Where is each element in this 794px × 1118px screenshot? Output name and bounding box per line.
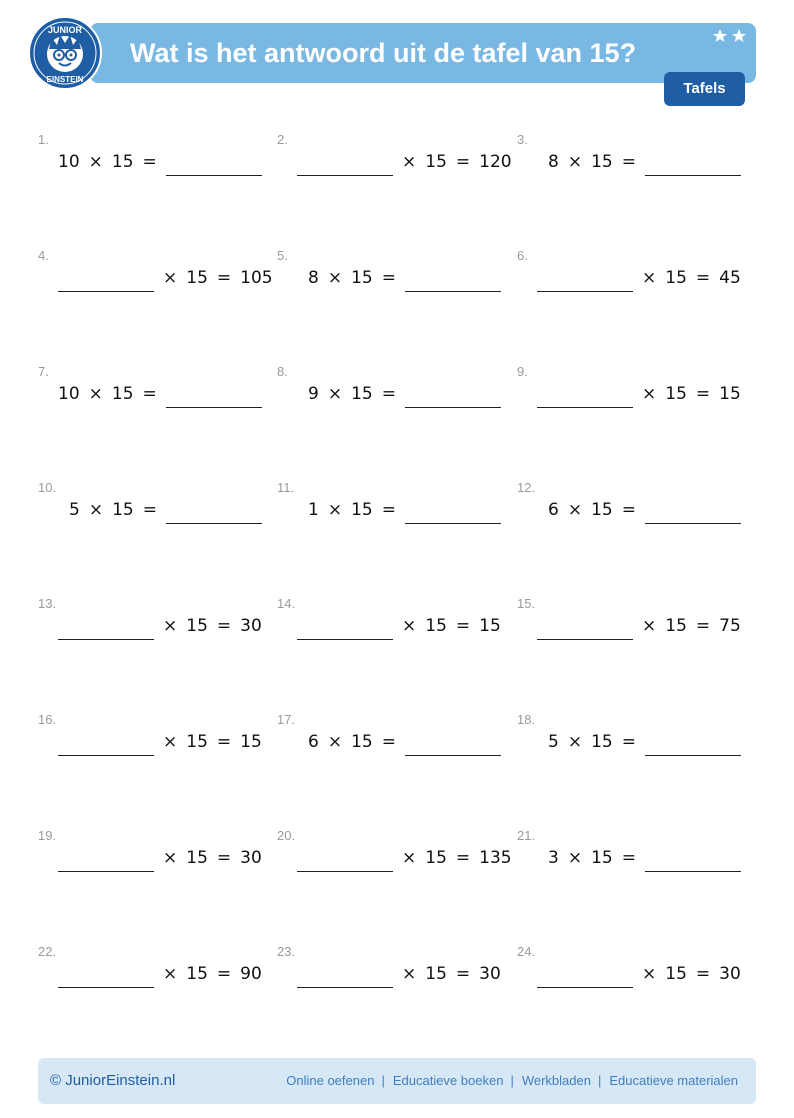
exercise-item: [277, 712, 507, 782]
equals-sign: =: [142, 500, 157, 520]
exercise-item: [38, 944, 268, 1014]
equals-sign: =: [381, 268, 396, 288]
exercise-number: 9.: [517, 364, 528, 379]
equals-sign: =: [455, 848, 471, 868]
equals-sign: =: [455, 616, 471, 636]
number: 15: [591, 848, 613, 868]
equals-sign: =: [142, 384, 157, 404]
exercise-item: [517, 712, 747, 782]
exercise-item: [38, 480, 268, 550]
multiply-sign: ×: [88, 152, 103, 172]
exercise-item: [277, 248, 507, 318]
multiply-sign: ×: [567, 500, 583, 520]
equals-sign: =: [621, 500, 636, 520]
page-title: Wat is het antwoord uit de tafel van 15?: [130, 38, 637, 68]
exercise-equation: [308, 262, 501, 292]
footer-separator: |: [510, 1073, 514, 1088]
answer-blank[interactable]: [405, 755, 501, 756]
exercise-equation: [308, 726, 501, 756]
answer-blank[interactable]: [297, 987, 393, 988]
footer-link-werkbladen[interactable]: Werkbladen: [521, 1073, 591, 1088]
multiply-sign: ×: [567, 848, 583, 868]
multiply-sign: ×: [163, 848, 178, 868]
exercise-item: [517, 828, 747, 898]
multiply-sign: ×: [163, 732, 178, 752]
equals-sign: =: [381, 384, 396, 404]
number: 15: [351, 384, 373, 404]
multiply-sign: ×: [402, 616, 417, 636]
number: 10: [58, 384, 80, 404]
exercise-equation: [58, 958, 262, 988]
number: 9: [308, 384, 319, 404]
footer: [38, 1058, 756, 1104]
exercise-number: 8.: [277, 364, 288, 379]
number: 15: [111, 152, 134, 172]
exercise-number: 15.: [517, 596, 536, 611]
equals-sign: =: [621, 732, 636, 752]
exercise-number: 24.: [517, 944, 536, 959]
number: 15: [186, 732, 208, 752]
answer-blank[interactable]: [645, 871, 741, 872]
equals-sign: =: [621, 152, 636, 172]
exercise-number: 1.: [38, 132, 49, 147]
number: 15: [591, 500, 613, 520]
exercise-equation: [58, 726, 262, 756]
answer-blank[interactable]: [645, 523, 741, 524]
exercise-number: 5.: [277, 248, 288, 263]
exercise-equation: [297, 146, 512, 176]
footer-brand[interactable]: © JuniorEinstein.nl: [50, 1072, 176, 1089]
number: 8: [308, 268, 319, 288]
number: 5: [69, 500, 80, 520]
exercise-item: [517, 248, 747, 318]
exercise-item: [277, 132, 512, 202]
multiply-sign: ×: [327, 384, 343, 404]
multiply-sign: ×: [327, 732, 343, 752]
number: 8: [548, 152, 559, 172]
number: 15: [111, 384, 134, 404]
number: 105: [240, 268, 273, 288]
footer-links: [286, 1058, 738, 1104]
multiply-sign: ×: [402, 152, 417, 172]
exercise-item: [517, 364, 747, 434]
exercise-equation: [69, 494, 262, 524]
answer-blank[interactable]: [166, 407, 262, 408]
exercise-equation: [537, 378, 741, 408]
number: 15: [665, 268, 687, 288]
exercise-number: 3.: [517, 132, 528, 147]
multiply-sign: ×: [642, 384, 657, 404]
number: 6: [308, 732, 319, 752]
number: 15: [351, 732, 373, 752]
number: 10: [58, 152, 80, 172]
equals-sign: =: [216, 268, 232, 288]
multiply-sign: ×: [402, 848, 417, 868]
equals-sign: =: [216, 616, 232, 636]
exercise-item: [277, 480, 507, 550]
exercise-number: 4.: [38, 248, 49, 263]
exercise-item: [517, 132, 747, 202]
answer-blank[interactable]: [405, 407, 501, 408]
number: 15: [425, 152, 447, 172]
footer-link-educatieve-materialen[interactable]: Educatieve materialen: [609, 1073, 738, 1088]
answer-blank[interactable]: [58, 291, 154, 292]
exercise-equation: [537, 610, 741, 640]
multiply-sign: ×: [163, 268, 178, 288]
number: 15: [112, 500, 134, 520]
equals-sign: =: [695, 268, 711, 288]
number: 15: [665, 384, 687, 404]
number: 6: [548, 500, 559, 520]
multiply-sign: ×: [327, 268, 343, 288]
exercise-item: [517, 944, 747, 1014]
number: 15: [240, 732, 262, 752]
answer-blank[interactable]: [58, 755, 154, 756]
number: 135: [479, 848, 512, 868]
answer-blank[interactable]: [537, 639, 633, 640]
answer-blank[interactable]: [297, 871, 393, 872]
multiply-sign: ×: [327, 500, 343, 520]
exercise-number: 6.: [517, 248, 528, 263]
number: 15: [425, 964, 447, 984]
number: 30: [240, 848, 262, 868]
exercise-equation: [58, 610, 262, 640]
exercise-equation: [297, 842, 512, 872]
number: 30: [479, 964, 501, 984]
exercise-equation: [548, 726, 741, 756]
number: 15: [186, 616, 208, 636]
number: 15: [186, 964, 208, 984]
exercise-equation: [537, 958, 741, 988]
number: 15: [425, 848, 447, 868]
multiply-sign: ×: [567, 152, 583, 172]
exercise-number: 21.: [517, 828, 536, 843]
number: 30: [719, 964, 741, 984]
equals-sign: =: [216, 964, 232, 984]
svg-text:JUNIOR: JUNIOR: [47, 25, 83, 35]
number: 15: [665, 964, 687, 984]
number: 120: [479, 152, 512, 172]
exercise-number: 14.: [277, 596, 296, 611]
exercise-item: [38, 132, 268, 202]
equals-sign: =: [695, 616, 711, 636]
number: 15: [425, 616, 447, 636]
number: 15: [186, 848, 208, 868]
exercise-equation: [548, 494, 741, 524]
multiply-sign: ×: [163, 616, 178, 636]
equals-sign: =: [216, 732, 232, 752]
answer-blank[interactable]: [166, 175, 262, 176]
answer-blank[interactable]: [645, 175, 741, 176]
number: 75: [719, 616, 741, 636]
exercise-item: [38, 248, 273, 318]
exercise-equation: [58, 262, 273, 292]
exercise-number: 7.: [38, 364, 49, 379]
answer-blank[interactable]: [537, 987, 633, 988]
exercise-number: 23.: [277, 944, 296, 959]
multiply-sign: ×: [402, 964, 417, 984]
exercise-number: 2.: [277, 132, 288, 147]
equals-sign: =: [142, 152, 157, 172]
multiply-sign: ×: [163, 964, 178, 984]
number: 30: [240, 616, 262, 636]
answer-blank[interactable]: [537, 291, 633, 292]
number: 15: [591, 732, 613, 752]
number: 15: [351, 500, 373, 520]
exercise-equation: [58, 146, 262, 176]
number: 1: [308, 500, 319, 520]
number: 15: [665, 616, 687, 636]
exercise-item: [38, 828, 268, 898]
number: 15: [479, 616, 501, 636]
exercise-item: [277, 364, 507, 434]
footer-separator: |: [381, 1073, 385, 1088]
number: 45: [719, 268, 741, 288]
multiply-sign: ×: [567, 732, 583, 752]
equals-sign: =: [621, 848, 636, 868]
number: 5: [548, 732, 559, 752]
number: 15: [591, 152, 613, 172]
exercise-number: 19.: [38, 828, 57, 843]
exercise-number: 17.: [277, 712, 296, 727]
exercise-number: 12.: [517, 480, 536, 495]
number: 90: [240, 964, 262, 984]
exercise-number: 11.: [277, 480, 295, 495]
equals-sign: =: [455, 152, 471, 172]
answer-blank[interactable]: [405, 291, 501, 292]
exercise-item: [517, 596, 747, 666]
equals-sign: =: [695, 964, 711, 984]
exercise-number: 20.: [277, 828, 296, 843]
equals-sign: =: [216, 848, 232, 868]
exercise-item: [277, 596, 507, 666]
exercise-item: [277, 944, 507, 1014]
multiply-sign: ×: [88, 500, 104, 520]
multiply-sign: ×: [642, 964, 657, 984]
equals-sign: =: [381, 732, 396, 752]
answer-blank[interactable]: [405, 523, 501, 524]
exercise-number: 22.: [38, 944, 57, 959]
exercise-equation: [58, 842, 262, 872]
exercise-number: 10.: [38, 480, 57, 495]
answer-blank[interactable]: [58, 871, 154, 872]
exercise-item: [38, 596, 268, 666]
answer-blank[interactable]: [537, 407, 633, 408]
answer-blank[interactable]: [58, 987, 154, 988]
multiply-sign: ×: [642, 616, 657, 636]
equals-sign: =: [695, 384, 711, 404]
exercise-equation: [58, 378, 262, 408]
exercise-number: 18.: [517, 712, 536, 727]
exercise-equation: [548, 146, 741, 176]
exercise-equation: [308, 494, 501, 524]
footer-link-online-oefenen[interactable]: Online oefenen: [286, 1073, 375, 1088]
exercise-number: 13.: [38, 596, 57, 611]
svg-text:EINSTEIN: EINSTEIN: [46, 75, 84, 84]
answer-blank[interactable]: [166, 523, 262, 524]
exercise-equation: [537, 262, 741, 292]
number: 15: [719, 384, 741, 404]
equals-sign: =: [455, 964, 471, 984]
exercise-equation: [548, 842, 741, 872]
number: 3: [548, 848, 559, 868]
answer-blank[interactable]: [297, 639, 393, 640]
multiply-sign: ×: [642, 268, 657, 288]
number: 15: [351, 268, 373, 288]
answer-blank[interactable]: [297, 175, 393, 176]
footer-link-educatieve-boeken[interactable]: Educatieve boeken: [392, 1073, 504, 1088]
category-badge: Tafels: [664, 72, 745, 106]
exercise-item: [517, 480, 747, 550]
multiply-sign: ×: [88, 384, 103, 404]
answer-blank[interactable]: [645, 755, 741, 756]
exercise-equation: [297, 958, 501, 988]
equals-sign: =: [381, 500, 396, 520]
exercise-number: 16.: [38, 712, 57, 727]
exercise-equation: [297, 610, 501, 640]
number: 15: [186, 268, 208, 288]
answer-blank[interactable]: [58, 639, 154, 640]
footer-separator: |: [597, 1073, 602, 1088]
exercise-item: [38, 364, 268, 434]
exercise-item: [38, 712, 268, 782]
exercise-equation: [308, 378, 501, 408]
exercise-item: [277, 828, 512, 898]
